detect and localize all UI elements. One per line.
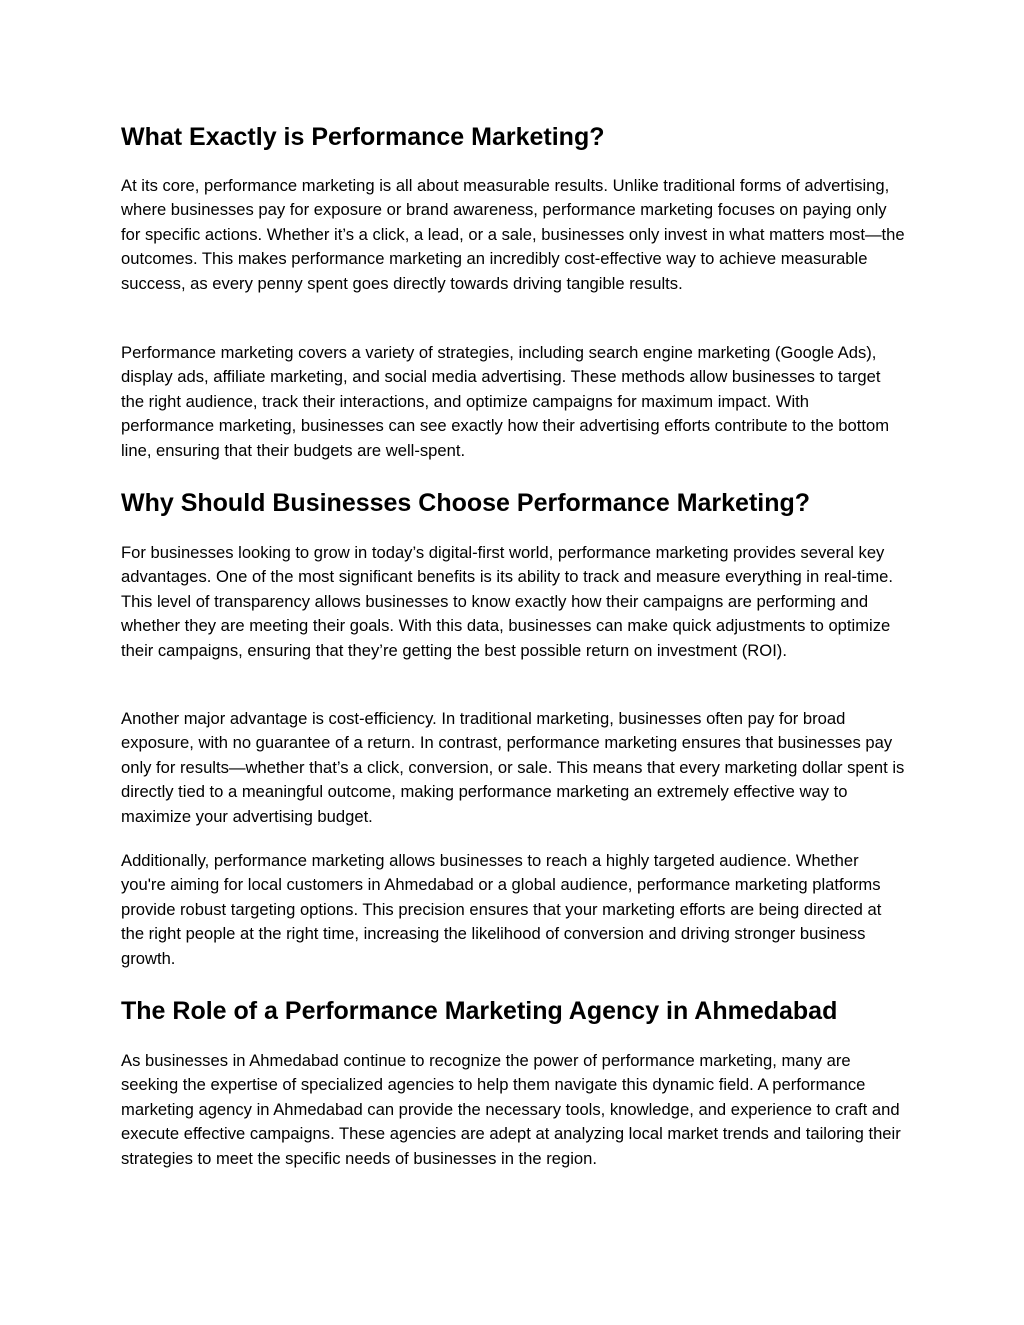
section-heading-what-is-performance-marketing: What Exactly is Performance Marketing? [121,123,605,151]
paragraph: As businesses in Ahmedabad continue to recognize the power of performance marketing, many are seeking the expertise of specialized agencies to help them navigate this dynamic field. A performance marketing agency in Ahmedabad can provide the necessary tools, knowledge, and experience to craft and execute effective campaigns. These agencies are adept at analyzing local market trends and tailoring their strategies to meet the specific needs of businesses in the region. [121,1051,901,1168]
paragraph: Additionally, performance marketing allows businesses to reach a highly targeted audience. Whether you're aiming for local customers in Ahmedabad or a global audience, performance marketing platforms provide robust targeting options. This precision ensures that your marketing efforts are being directed at the right people at the right time, increasing the likelihood of conversion and driving stronger business growth. [121,851,882,968]
paragraph: At its core, performance marketing is all about measurable results. Unlike traditional forms of advertising, where businesses pay for exposure or brand awareness, performance marketing focuses on paying only for specific actions. Whether it’s a click, a lead, or a sale, businesses only invest in what matters most—the outcomes. This makes performance marketing an incredibly cost-effective way to achieve measurable success, as every penny spent goes directly towards driving tangible results. [121,176,905,293]
section-heading-why-choose-performance-marketing: Why Should Businesses Choose Performance Marketing? [121,489,811,517]
paragraph: For businesses looking to grow in today’s digital-first world, performance marketing provides several key advantages. One of the most significant benefits is its ability to track and measure everything in real-time. This level of transparency allows businesses to know exactly how their campaigns are performing and whether they are meeting their goals. With this data, businesses can make quick adjustments to optimize their campaigns, ensuring that they’re getting the best possible return on investment (ROI). [121,543,893,660]
paragraph: Performance marketing covers a variety of strategies, including search engine marketing (Google Ads), display ads, affiliate marketing, and social media advertising. These methods allow businesses to target the right audience, track their interactions, and optimize campaigns for maximum impact. With performance marketing, businesses can see exactly how their advertising efforts contribute to the bottom line, ensuring that their budgets are well-spent. [121,343,890,460]
paragraph: Another major advantage is cost-efficiency. In traditional marketing, businesses often pay for broad exposure, with no guarantee of a return. In contrast, performance marketing ensures that businesses pay only for results—whether that’s a click, conversion, or sale. This means that every marketing dollar spent is directly tied to a meaningful outcome, making performance marketing an extremely effective way to maximize your advertising budget. [121,709,905,826]
section-heading-agency-role-ahmedabad: The Role of a Performance Marketing Agency in Ahmedabad [121,997,838,1025]
